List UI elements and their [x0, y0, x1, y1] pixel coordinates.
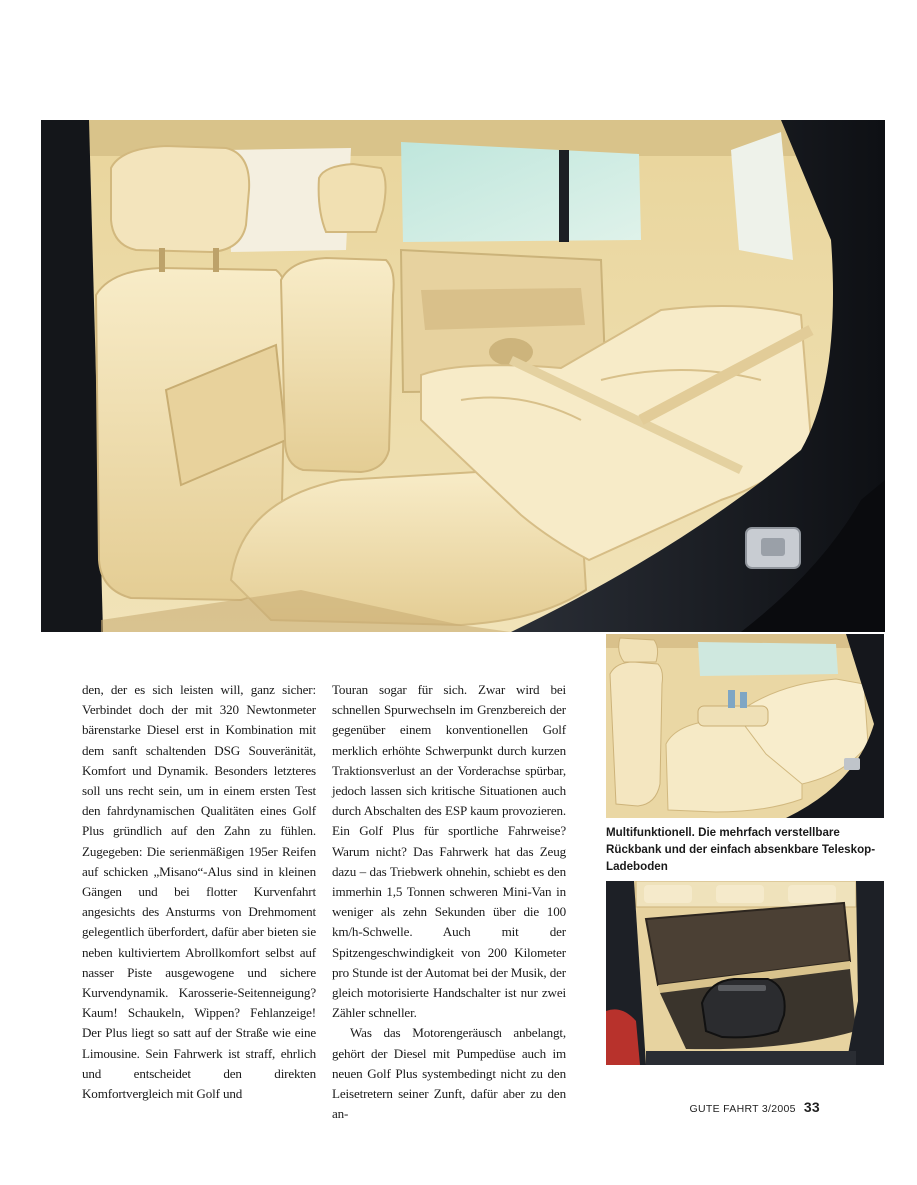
page-footer: [690, 1099, 820, 1115]
article-paragraph: Was das Motorengeräusch anbelangt, gehört der Diesel mit Pumpedüse auch im neuen Golf Plus systembedingt nicht zu den Leisetretern seiner Zunft, dafür aber zu den an-: [332, 1025, 566, 1122]
telescopic-cargo-floor-photo: [606, 881, 884, 1065]
article-paragraph: den, der es sich leisten will, ganz sicher: Verbindet doch der mit 320 Newtonmeter bärenstarke Diesel erst in Kombination mit dem sanft schaltenden DSG Souveränität, Komfort und Dynamik. Besonders letzteres soll uns recht sein, um in einem ersten Test den fahrdynamischen Qualitäten eines Golf Plus gründlich auf den Zahn zu fühlen. Zugegeben: Die serienmäßigen 195er Reifen auf schicken „Misano“-Alus sind in kleinen Gängen und bei flotter Kurvenfahrt angesichts des Ansturms von Drehmoment gelegentlich überfordert, dafür aber bieten sie neben kultiviertem Abrollkomfort selbst auf nasser Piste ausgewogene und sichere Kurvendynamik. Karosserie-Seitenneigung? Kaum! Schaukeln, Wippen? Fehlanzeige! Der Plus liegt so satt auf der Straße wie eine Limousine. Sein Fahrwerk ist straff, ehrlich und entscheidet den direkten Komfortvergleich mit Golf und: [82, 682, 316, 1102]
magazine-issue: GUTE FAHRT 3/2005: [689, 1103, 796, 1115]
rear-seat-interior-photo: [41, 120, 885, 632]
article-paragraph: Touran sogar für sich. Zwar wird bei schnellen Spurwechseln im Grenzbereich der gegenüber einem konventionellen Golf merklich erhöhte Schwerpunkt durch kurzen Traktionsverlust an der Vorderachse spürbar, jedoch lassen sich kritische Situationen auch durch Abschalten des ESP kaum provozieren. Ein Golf Plus für sportliche Fahrweise? Warum nicht? Das Fahrwerk hat das Zeug dazu – das Triebwerk ohnehin, schiebt es den immerhin 1,5 Tonnen schweren Mini-Van in weniger als zehn Sekunden über die 100 km/h-Schwelle. Auch mit der Spitzengeschwindigkeit von 200 Kilometer pro Stunde ist der Automat bei der Musik, der gleich motorisierte Handschalter ist nur zwei Zähler schneller.: [332, 682, 566, 1021]
adjustable-rear-bench-photo: [606, 634, 884, 818]
photo-caption: Multifunktionell. Die mehrfach verstellbare Rückbank und der einfach absenkbare Teleskop-Ladeboden: [606, 826, 876, 873]
page-number: 33: [803, 1099, 820, 1115]
article-column-2: [332, 680, 566, 1124]
article-column-1: [82, 680, 316, 1104]
